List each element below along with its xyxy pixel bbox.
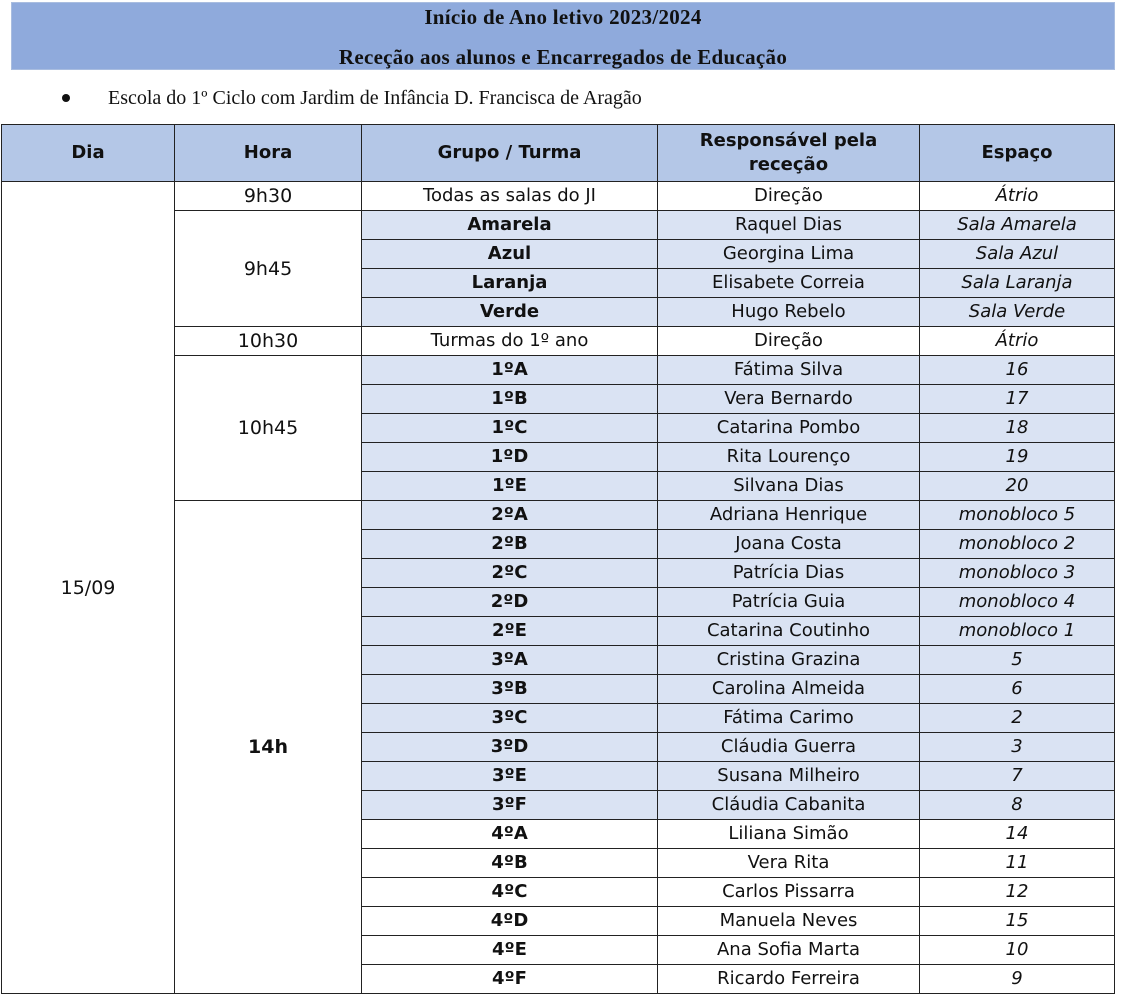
group-cell: 2ºE: [362, 617, 658, 646]
space-cell: 6: [920, 675, 1115, 704]
responsible-cell: Silvana Dias: [658, 472, 920, 501]
group-cell: Amarela: [362, 211, 658, 240]
responsible-cell: Rita Lourenço: [658, 443, 920, 472]
group-cell: 2ºB: [362, 530, 658, 559]
hour-cell: 14h: [175, 501, 362, 994]
space-cell: 7: [920, 762, 1115, 791]
group-cell: 1ºD: [362, 443, 658, 472]
space-cell: monobloco 4: [920, 588, 1115, 617]
hour-cell: 9h45: [175, 211, 362, 327]
group-cell: 4ºA: [362, 820, 658, 849]
space-cell: 2: [920, 704, 1115, 733]
responsible-cell: Cristina Grazina: [658, 646, 920, 675]
responsible-cell: Patrícia Guia: [658, 588, 920, 617]
group-cell: 1ºA: [362, 356, 658, 385]
group-cell: Azul: [362, 240, 658, 269]
space-cell: 5: [920, 646, 1115, 675]
group-cell: Todas as salas do JI: [362, 182, 658, 211]
group-cell: 4ºE: [362, 936, 658, 965]
space-cell: 8: [920, 791, 1115, 820]
space-cell: Sala Azul: [920, 240, 1115, 269]
space-cell: 16: [920, 356, 1115, 385]
responsible-cell: Carolina Almeida: [658, 675, 920, 704]
group-cell: 4ºB: [362, 849, 658, 878]
responsible-cell: Joana Costa: [658, 530, 920, 559]
space-cell: 9: [920, 965, 1115, 994]
responsible-cell: Elisabete Correia: [658, 269, 920, 298]
school-name: Escola do 1º Ciclo com Jardim de Infância D. Francisca de Aragão: [108, 86, 642, 109]
space-cell: 17: [920, 385, 1115, 414]
space-cell: 10: [920, 936, 1115, 965]
school-line: [62, 84, 642, 112]
space-cell: monobloco 2: [920, 530, 1115, 559]
responsible-cell: Catarina Pombo: [658, 414, 920, 443]
column-header-grupo: Grupo / Turma: [362, 125, 658, 182]
group-cell: 1ºE: [362, 472, 658, 501]
space-cell: 14: [920, 820, 1115, 849]
responsible-cell: Fátima Silva: [658, 356, 920, 385]
space-cell: monobloco 3: [920, 559, 1115, 588]
group-cell: 2ºD: [362, 588, 658, 617]
space-cell: 15: [920, 907, 1115, 936]
responsible-cell: Ana Sofia Marta: [658, 936, 920, 965]
responsible-cell: Georgina Lima: [658, 240, 920, 269]
page-subtitle: Receção aos alunos e Encarregados de Educação: [338, 45, 788, 69]
responsible-cell: Fátima Carimo: [658, 704, 920, 733]
group-cell: Turmas do 1º ano: [362, 327, 658, 356]
group-cell: 3ºD: [362, 733, 658, 762]
group-cell: Laranja: [362, 269, 658, 298]
schedule-table: [1, 124, 1115, 994]
responsible-cell: Catarina Coutinho: [658, 617, 920, 646]
responsible-cell: Liliana Simão: [658, 820, 920, 849]
space-cell: 20: [920, 472, 1115, 501]
table-row: [2, 182, 1115, 211]
responsible-cell: Patrícia Dias: [658, 559, 920, 588]
group-cell: 3ºC: [362, 704, 658, 733]
responsible-cell: Ricardo Ferreira: [658, 965, 920, 994]
responsible-cell: Raquel Dias: [658, 211, 920, 240]
space-cell: monobloco 5: [920, 501, 1115, 530]
group-cell: 2ºC: [362, 559, 658, 588]
hour-cell: 10h30: [175, 327, 362, 356]
table-body: [2, 182, 1115, 994]
responsible-cell: Carlos Pissarra: [658, 878, 920, 907]
space-cell: Átrio: [920, 327, 1115, 356]
responsible-cell: Hugo Rebelo: [658, 298, 920, 327]
group-cell: Verde: [362, 298, 658, 327]
responsible-cell: Vera Rita: [658, 849, 920, 878]
column-header-hora: Hora: [175, 125, 362, 182]
table-header-row: [2, 125, 1115, 182]
group-cell: 1ºB: [362, 385, 658, 414]
responsible-cell: Susana Milheiro: [658, 762, 920, 791]
page-title: Início de Ano letivo 2023/2024: [424, 5, 702, 29]
group-cell: 3ºB: [362, 675, 658, 704]
space-cell: 11: [920, 849, 1115, 878]
space-cell: 19: [920, 443, 1115, 472]
responsible-cell: Vera Bernardo: [658, 385, 920, 414]
responsible-cell: Cláudia Cabanita: [658, 791, 920, 820]
space-cell: Sala Amarela: [920, 211, 1115, 240]
group-cell: 4ºC: [362, 878, 658, 907]
group-cell: 4ºF: [362, 965, 658, 994]
responsible-cell: Cláudia Guerra: [658, 733, 920, 762]
hour-cell: 9h30: [175, 182, 362, 211]
group-cell: 3ºE: [362, 762, 658, 791]
group-cell: 3ºF: [362, 791, 658, 820]
hour-cell: 10h45: [175, 356, 362, 501]
group-cell: 2ºA: [362, 501, 658, 530]
group-cell: 3ºA: [362, 646, 658, 675]
space-cell: Átrio: [920, 182, 1115, 211]
column-header-responsavel: Responsável pela receção: [658, 125, 920, 182]
responsible-cell: Direção: [658, 327, 920, 356]
space-cell: 12: [920, 878, 1115, 907]
responsible-cell: Direção: [658, 182, 920, 211]
title-banner: [11, 2, 1115, 70]
column-header-dia: Dia: [2, 125, 175, 182]
space-cell: 18: [920, 414, 1115, 443]
space-cell: Sala Verde: [920, 298, 1115, 327]
responsible-cell: Adriana Henrique: [658, 501, 920, 530]
space-cell: 3: [920, 733, 1115, 762]
day-cell: 15/09: [2, 182, 175, 994]
bullet-icon: [62, 94, 70, 102]
group-cell: 1ºC: [362, 414, 658, 443]
responsible-cell: Manuela Neves: [658, 907, 920, 936]
space-cell: Sala Laranja: [920, 269, 1115, 298]
column-header-espaco: Espaço: [920, 125, 1115, 182]
group-cell: 4ºD: [362, 907, 658, 936]
space-cell: monobloco 1: [920, 617, 1115, 646]
